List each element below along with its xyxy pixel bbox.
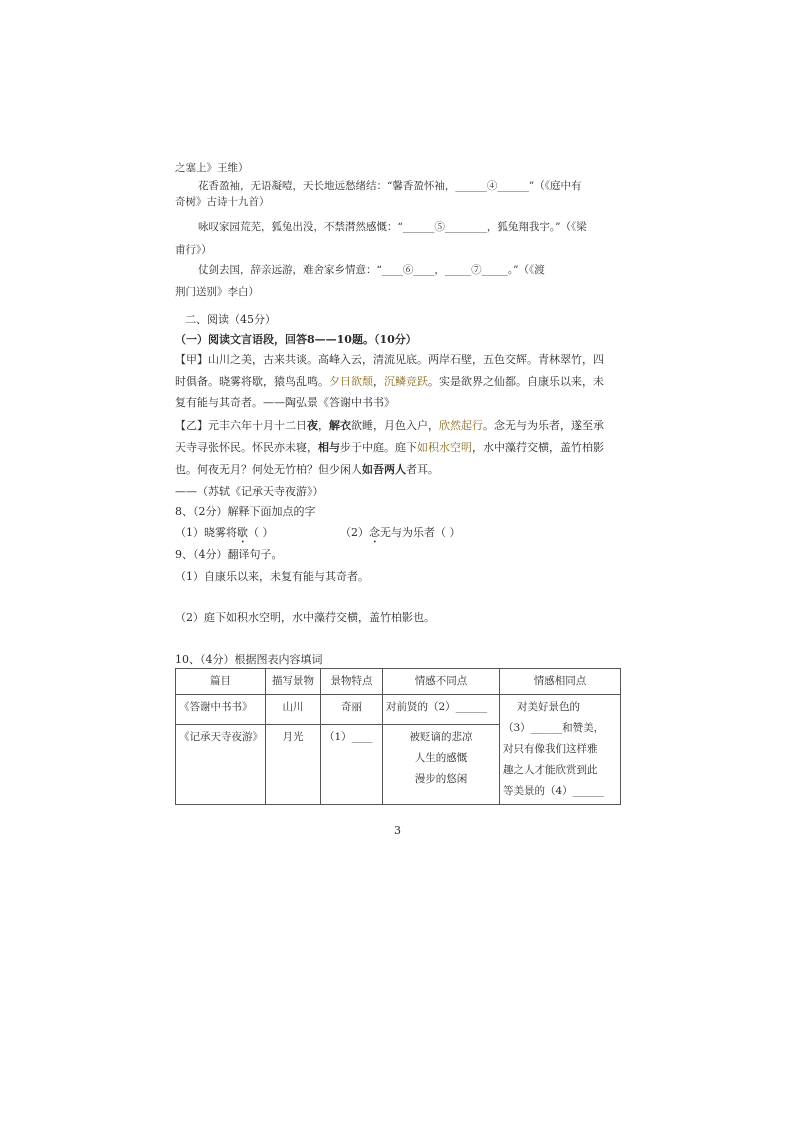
passage-yi-line-3: 也。何夜无月？何处无竹柏？但少闲人如吾两人者耳。 [175, 463, 439, 476]
table-cell: 月光 [266, 725, 321, 805]
passage-jia-line-1: 【甲】山川之美，古来共谈。高峰入云，清流见底。两岸石壁，五色交辉。青林翠竹，四 [175, 353, 604, 366]
answer-blank[interactable]: （ ） [248, 526, 274, 539]
table-header: 描写景物 [266, 669, 321, 695]
shared-line: 对只有像我们这样雅 [503, 743, 598, 755]
blank-4[interactable]: ______④______ [455, 180, 529, 192]
shared-line: 趣之人才能欣赏到此 [503, 764, 598, 776]
table-cell [383, 725, 500, 805]
table-cell-blank-1[interactable]: （1）____ [321, 725, 383, 805]
question-9-sentence-1: （1）自康乐以来，未复有能与其奇者。 [175, 570, 369, 583]
table-header: 景物特点 [321, 669, 383, 695]
question-10-title: 10、（4分）根据图表内容填词 [175, 653, 323, 666]
blank-6[interactable]: ____⑥____ [381, 264, 435, 276]
fill-line-5: 甫行》） [175, 244, 212, 256]
passage-yi-line-2: 天寺寻张怀民。怀民亦未寝，相与步于中庭。庭下如积水空明，水中藻荇交横，盖竹柏影 [175, 441, 604, 454]
table-cell: 山川 [266, 695, 321, 725]
fill-line-4: 咏叹家园荒芜，狐兔出没，不禁潸然感慨：“______⑤________，狐兔翔我宇。”（《梁 [198, 221, 587, 233]
fill-line-2: 花香盈袖，无语凝噎，天长地远愁绪结：“馨香盈怀袖，______④______”（《庭中有 [198, 180, 582, 192]
highlight: 夕日欲颓 [329, 375, 373, 388]
question-8-title: 8、（2分）解释下面加点的字 [175, 505, 316, 518]
fill-line-3: 奇树》古诗十九首） [175, 196, 270, 208]
fill-line-1: 之塞上》王维） [175, 162, 249, 174]
passage-jia-line-2: 时俱备。晓雾将歇，猿鸟乱鸣。夕日欲颓，沉鳞竞跃。实是欲界之仙都。自康乐以来，未 [175, 375, 604, 388]
fill-line-7: 荆门送别》李白） [175, 286, 259, 298]
question-8-item-2: （2）念无与为乐者（ ） [340, 526, 461, 539]
shared-line-blank-4[interactable]: 等美景的（4）______ [503, 785, 605, 797]
table-header-row [176, 669, 621, 695]
passage-jia-line-3: 复有能与其奇者。——陶弘景《答谢中书书》 [175, 396, 395, 409]
question-9-sentence-2: （2）庭下如积水空明，水中藻荇交横，盖竹柏影也。 [175, 611, 435, 624]
table-row [176, 695, 621, 725]
table-header: 情感相同点 [500, 669, 621, 695]
table-cell: 《答谢中书书》 [176, 695, 266, 725]
table-cell: 《记承天寺夜游》 [176, 725, 266, 805]
answer-blank[interactable]: 无与为乐者（ ） [380, 526, 461, 539]
table-header: 情感不同点 [383, 669, 500, 695]
question-9-title: 9、（4分）翻译句子。 [175, 548, 283, 561]
highlight: 欣然起行 [439, 419, 483, 432]
table-cell-shared [500, 695, 621, 805]
page-number: 3 [394, 824, 401, 837]
shared-line-blank-3[interactable]: （3）______和赞美， [503, 722, 605, 734]
blank-5[interactable]: ______⑤________ [402, 221, 487, 233]
fill-table [175, 668, 621, 805]
table-cell-blank-2[interactable]: 对前贤的（2）______ [383, 695, 500, 725]
highlight: 沉鳞竞跃 [384, 375, 428, 388]
passage-yi-line-1: 【乙】元丰六年十月十二日夜，解衣欲睡，月色入户，欣然起行。念无与为乐者，遂至承 [175, 419, 604, 432]
subsection-heading: （一）阅读文言语段，回答8——10题。（10分） [175, 333, 417, 346]
cell-line: 漫步的悠闲 [414, 773, 468, 786]
fill-line-6: 仗剑去国，辞亲远游，难舍家乡情意：“____⑥____，_____⑦_____。”（《渡 [198, 264, 545, 276]
cell-line: 被贬谪的悲凉 [409, 731, 473, 744]
cell-line: 人生的感慨 [414, 752, 468, 765]
shared-line: 对美好景色的 [517, 701, 580, 713]
passage-yi-source: ——（苏轼《记承天寺夜游》） [175, 485, 324, 498]
highlight: 如积水空明 [417, 441, 472, 454]
section-heading: 二、阅读（45分） [185, 313, 276, 326]
blank-7[interactable]: _____⑦_____ [444, 264, 508, 276]
table-cell: 奇丽 [321, 695, 383, 725]
question-8-item-1: （1）晓雾将歇（ ） [175, 526, 274, 539]
table-header: 篇目 [176, 669, 266, 695]
